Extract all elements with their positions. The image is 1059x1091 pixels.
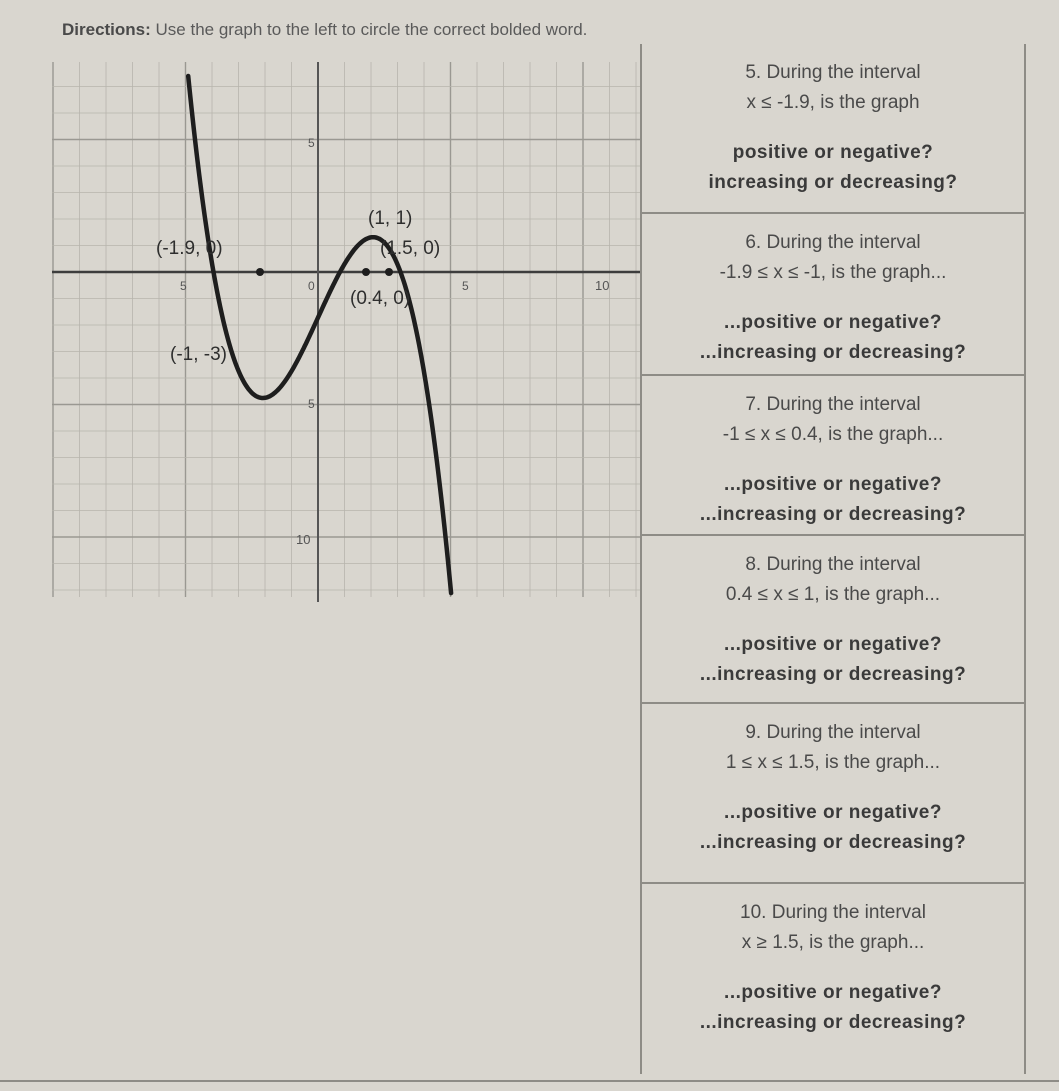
label-1-1: (1, 1) — [368, 208, 413, 229]
x-tick-0: 0 — [308, 279, 315, 293]
directions-line — [62, 20, 1042, 40]
cubic-graph — [52, 42, 652, 602]
grid-lines — [52, 62, 640, 597]
question-7-direction-choice[interactable]: ...increasing or decreasing? — [699, 504, 967, 525]
question-6-sign-choice[interactable]: ...positive or negative? — [724, 312, 942, 333]
label-1.5-0: (1.5, 0) — [380, 238, 441, 259]
question-7-title: 7. During the interval — [745, 394, 921, 415]
question-8 — [642, 536, 1024, 704]
directions-prefix: Directions: — [62, 20, 151, 39]
question-5-sign-choice[interactable]: positive or negative? — [732, 142, 934, 163]
label-neg1-neg3: (-1, -3) — [170, 344, 227, 365]
question-5-direction-choice[interactable]: increasing or decreasing? — [708, 172, 958, 193]
x-tick-5: 5 — [462, 279, 469, 293]
y-tick-neg5: 5 — [308, 397, 315, 411]
question-6 — [642, 214, 1024, 376]
y-tick-neg10: 10 — [296, 532, 311, 547]
question-7 — [642, 376, 1024, 536]
y-tick-5: 5 — [308, 136, 315, 150]
root-point-right — [385, 268, 393, 276]
question-8-direction-choice[interactable]: ...increasing or decreasing? — [699, 664, 967, 685]
label-neg1.9-0: (-1.9, 0) — [156, 238, 223, 259]
x-tick-10: 10 — [595, 278, 610, 293]
question-8-sign-choice[interactable]: ...positive or negative? — [724, 634, 942, 655]
root-point-middle — [362, 268, 370, 276]
question-7-sign-choice[interactable]: ...positive or negative? — [724, 474, 942, 495]
question-10-title: 10. During the interval — [740, 902, 926, 923]
question-8-interval: 0.4 ≤ x ≤ 1, is the graph... — [725, 584, 941, 605]
questions-column — [640, 44, 1026, 1074]
directions-text: Use the graph to the left to circle the correct bolded word. — [155, 20, 588, 39]
question-8-title: 8. During the interval — [745, 554, 921, 575]
question-6-interval: -1.9 ≤ x ≤ -1, is the graph... — [719, 262, 947, 283]
question-9-interval: 1 ≤ x ≤ 1.5, is the graph... — [725, 752, 941, 773]
graph-panel — [52, 42, 652, 602]
question-10-direction-choice[interactable]: ...increasing or decreasing? — [699, 1012, 967, 1033]
question-6-direction-choice[interactable]: ...increasing or decreasing? — [699, 342, 967, 363]
label-0.4-0: (0.4, 0) — [350, 288, 411, 309]
question-5-title: 5. During the interval — [745, 62, 921, 83]
question-9-sign-choice[interactable]: ...positive or negative? — [724, 802, 942, 823]
root-point-left — [256, 268, 264, 276]
question-6-title: 6. During the interval — [745, 232, 921, 253]
question-9-direction-choice[interactable]: ...increasing or decreasing? — [699, 832, 967, 853]
question-5-interval: x ≤ -1.9, is the graph — [746, 92, 920, 113]
page-bottom-rule — [0, 1080, 1059, 1082]
question-10 — [642, 884, 1024, 1074]
question-9-title: 9. During the interval — [745, 722, 921, 743]
question-5 — [642, 44, 1024, 214]
question-7-interval: -1 ≤ x ≤ 0.4, is the graph... — [722, 424, 944, 445]
cubic-curve — [188, 76, 451, 593]
question-10-interval: x ≥ 1.5, is the graph... — [741, 932, 925, 953]
x-tick-neg5: 5 — [180, 279, 187, 293]
question-10-sign-choice[interactable]: ...positive or negative? — [724, 982, 942, 1003]
question-9 — [642, 704, 1024, 884]
